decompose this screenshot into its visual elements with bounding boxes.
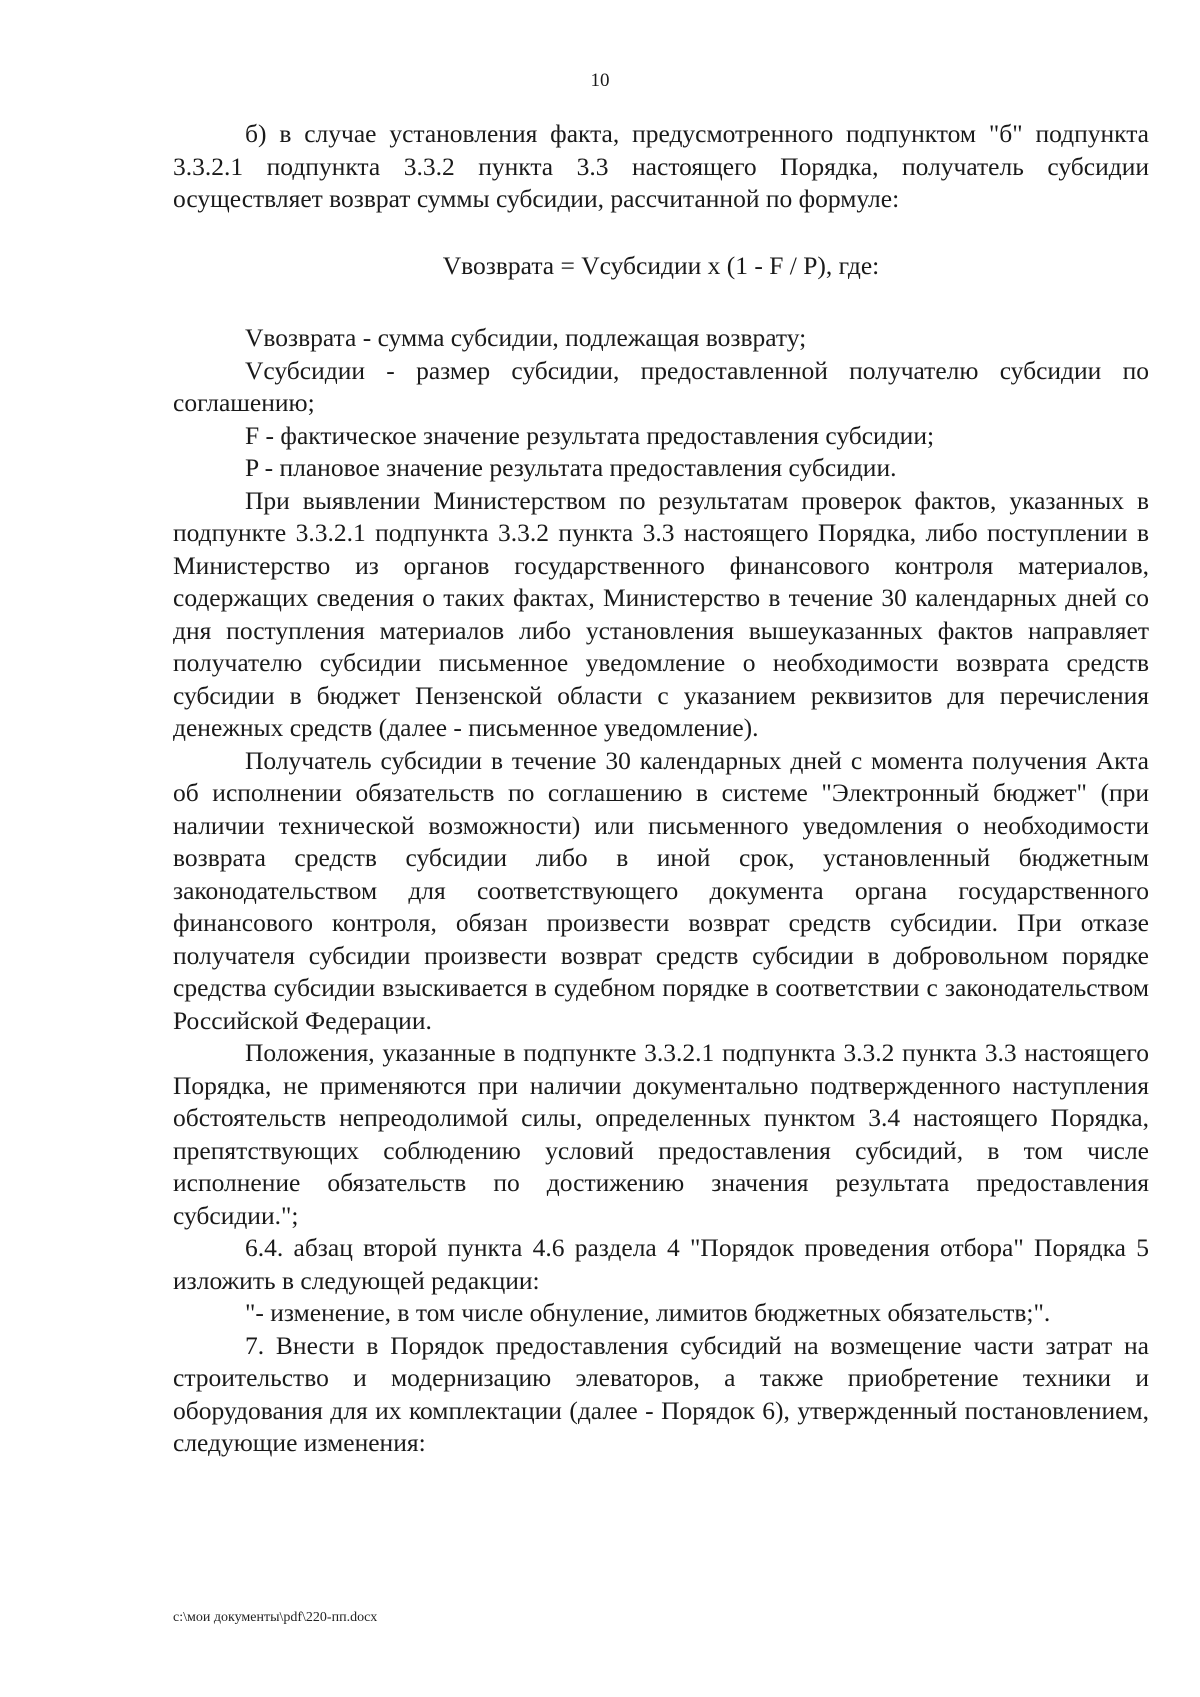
paragraph-7: 7. Внести в Порядок предоставления субсидий на возмещение части затрат на строительство и модернизацию элеваторов, а также приобретение техники и оборудования для их комплектации (далее - Порядок 6), утвержденный постановлением, следующие изменения: <box>173 1330 1149 1457</box>
paragraph-limits-change: "- изменение, в том числе обнуление, лимитов бюджетных обязательств;". <box>245 1298 1051 1327</box>
document-body <box>173 118 1149 1460</box>
definition-v-return: Vвозврата - сумма субсидии, подлежащая возврату; <box>245 323 807 352</box>
paragraph-b-return: б) в случае установления факта, предусмотренного подпунктом "б" подпункта 3.3.2.1 подпункта 3.3.2 пункта 3.3 настоящего Порядка, получатель субсидии осуществляет возврат суммы субсидии, рассчитанной по формуле: <box>173 119 1149 213</box>
page-number: 10 <box>590 70 610 91</box>
paragraph-ministry-detection: При выявлении Министерством по результатам проверок фактов, указанных в подпункте 3.3.2.1 подпункта 3.3.2 пункта 3.3 настоящего Порядка, либо поступлении в Министерство из органов государственного финансового контроля материалов, содержащих сведения о таких фактах, Министерство в течение 30 календарных дней со дня поступления материалов либо установления вышеуказанных фактов направляет получателю субсидии письменное уведомление о необходимости возврата средств субсидии в бюджет Пензенской области с указанием реквизитов для перечисления денежных средств (далее - письменное уведомление). <box>173 485 1149 742</box>
definition-v-subsidy: Vсубсидии - размер субсидии, предоставленной получателю субсидии по соглашению; <box>173 355 1149 417</box>
definition-p: P - плановое значение результата предоставления субсидии. <box>245 453 897 482</box>
paragraph-recipient-return: Получатель субсидии в течение 30 календарных дней с момента получения Акта об исполнении обязательств по соглашению в системе "Электронный бюджет" (при наличии технической возможности) или письменного уведомления о необходимости возврата средств субсидии либо в иной срок, установленный бюджетным законодательством для соответствующего документа органа государственного финансового контроля, обязан произвести возврат средств субсидии. При отказе получателя субсидии произвести возврат средств субсидии в добровольном порядке средства субсидии взыскивается в судебном порядке в соответствии с законодательством Российской Федерации. <box>173 745 1149 1035</box>
paragraph-6-4: 6.4. абзац второй пункта 4.6 раздела 4 "Порядок проведения отбора" Порядка 5 изложить в следующей редакции: <box>173 1233 1149 1295</box>
file-path-footer: c:\мои документы\pdf\220-пп.docx <box>173 1610 378 1625</box>
definition-f: F - фактическое значение результата предоставления субсидии; <box>245 420 935 450</box>
return-formula: Vвозврата = Vсубсидии х (1 - F / P), где: <box>442 250 880 280</box>
paragraph-force-majeure: Положения, указанные в подпункте 3.3.2.1 подпункта 3.3.2 пункта 3.3 настоящего Порядка, не применяются при наличии документально подтвержденного наступления обстоятельств непреодолимой силы, определенных пунктом 3.4 настоящего Порядка, препятствующих соблюдению условий предоставления субсидий, в том числе исполнение обязательств по достижению значения результата предоставления субсидии."; <box>173 1038 1149 1230</box>
